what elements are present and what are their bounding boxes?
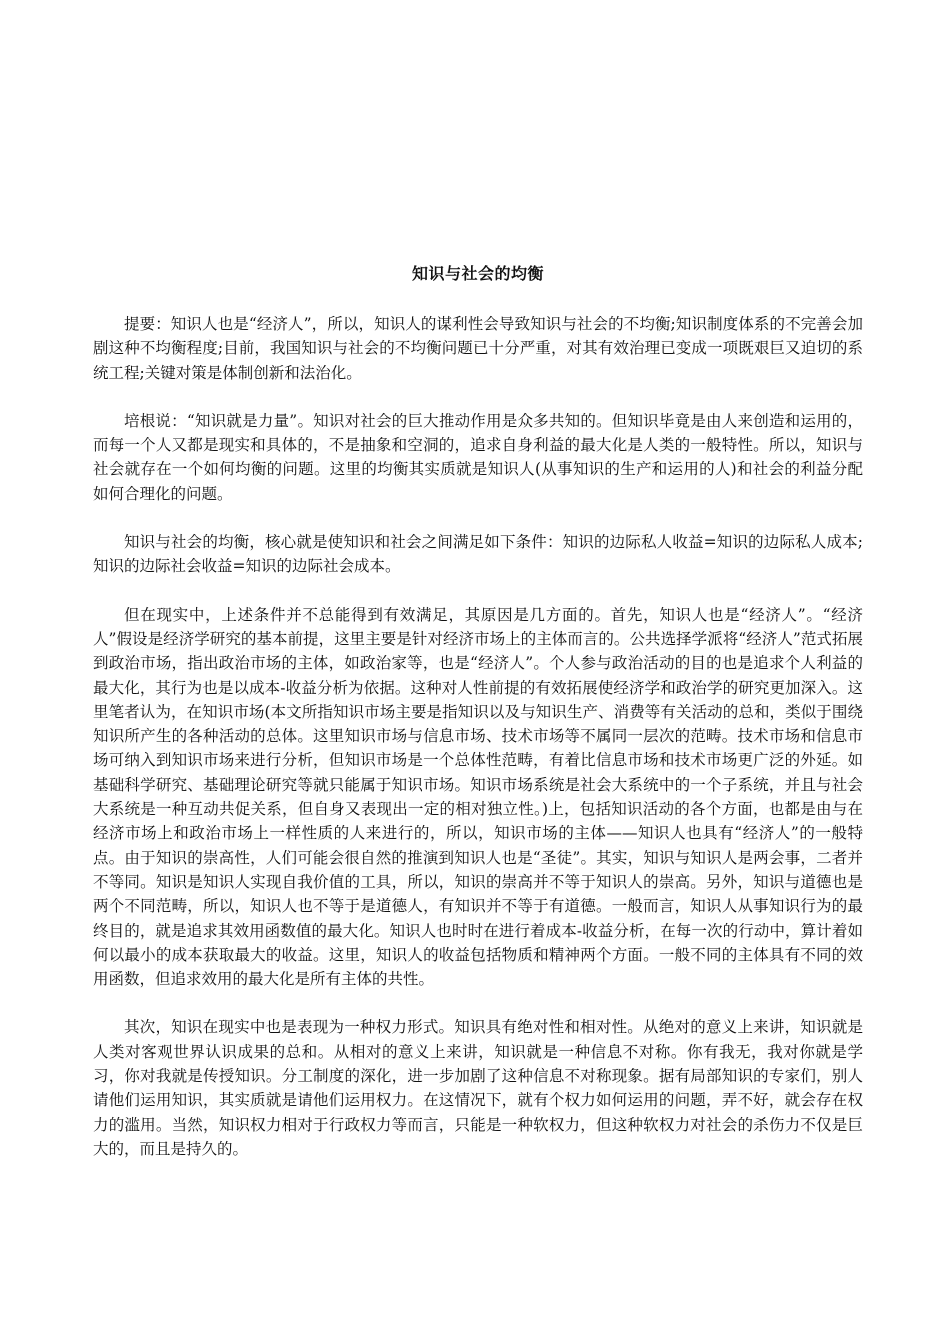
document-page [93, 262, 863, 1161]
document-title: 知识与社会的均衡 [411, 264, 544, 283]
paragraph-bacon: 培根说：“知识就是力量”。知识对社会的巨大推动作用是众多共知的。但知识毕竟是由人来创造和运用的，而每一个人又都是现实和具体的，不是抽象和空洞的，追求自身利益的最大化是人类的一般特性。所以，知识与社会就存在一个如何均衡的问题。这里的均衡其实质就是知识人(从事知识的生产和运用的人)和社会的利益分配如何合理化的问题。 [93, 411, 863, 503]
paragraph-knowledge-power: 其次，知识在现实中也是表现为一种权力形式。知识具有绝对性和相对性。从绝对的意义上来讲，知识就是人类对客观世界认识成果的总和。从相对的意义上来讲，知识就是一种信息不对称。你有我无，我对你就是学习，你对我就是传授知识。分工制度的深化，进一步加剧了这种信息不对称现象。据有局部知识的专家们，别人请他们运用知识，其实质就是请他们运用权力。在这情况下，就有个权力如何运用的问题，弄不好，就会存在权力的滥用。当然，知识权力相对于行政权力等而言，只能是一种软权力，但这种软权力对社会的杀伤力不仅是巨大的，而且是持久的。 [93, 1018, 863, 1158]
paragraph-economic-man: 但在现实中，上述条件并不总能得到有效满足，其原因是几方面的。首先，知识人也是“经济人”。“经济人”假设是经济学研究的基本前提，这里主要是针对经济市场上的主体而言的。公共选择学派将“经济人”范式拓展到政治市场，指出政治市场的主体，如政治家等，也是“经济人”。个人参与政治活动的目的也是追求个人利益的最大化，其行为也是以成本-收益分析为依据。这种对人性前提的有效拓展使经济学和政治学的研究更加深入。这里笔者认为，在知识市场(本文所指知识市场主要是指知识以及与知识生产、消费等有关活动的总和，类似于围绕知识所产生的各种活动的总体。这里知识市场与信息市场、技术市场等不属同一层次的范畴。技术市场和信息市场可纳入到知识市场来进行分析，但知识市场是一个总体性范畴，有着比信息市场和技术市场更广泛的外延。如基础科学研究、基础理论研究等就只能属于知识市场。知识市场系统是社会大系统中的一个子系统，并且与社会大系统是一种互动共促关系，但自身又表现出一定的相对独立性。)上，包括知识活动的各个方面，也都是由与在经济市场上和政治市场上一样性质的人来进行的，所以，知识市场的主体——知识人也具有“经济人”的一般特点。由于知识的崇高性，人们可能会很自然的推演到知识人也是“圣徒”。其实，知识与知识人是两会事，二者并不等同。知识是知识人实现自我价值的工具，所以，知识的崇高并不等于知识人的崇高。另外，知识与道德也是两个不同范畴，所以，知识人也不等于是道德人，有知识并不等于有道德。一般而言，知识人从事知识行为的最终目的，就是追求其效用函数值的最大化。知识人也时时在进行着成本-收益分析，在每一次的行动中，算计着如何以最小的成本获取最大的收益。这里，知识人的收益包括物质和精神两个方面。一般不同的主体具有不同的效用函数，但追求效用的最大化是所有主体的共性。 [93, 605, 863, 989]
paragraph-core-condition: 知识与社会的均衡，核心就是使知识和社会之间满足如下条件：知识的边际私人收益=知识的边际私人成本;知识的边际社会收益=知识的边际社会成本。 [93, 533, 863, 576]
paragraph-abstract: 提要：知识人也是“经济人”，所以，知识人的谋利性会导致知识与社会的不均衡;知识制度体系的不完善会加剧这种不均衡程度;目前，我国知识与社会的不均衡问题已十分严重，对其有效治理已变成一项既艰巨又迫切的系统工程;关键对策是体制创新和法治化。 [93, 315, 863, 382]
